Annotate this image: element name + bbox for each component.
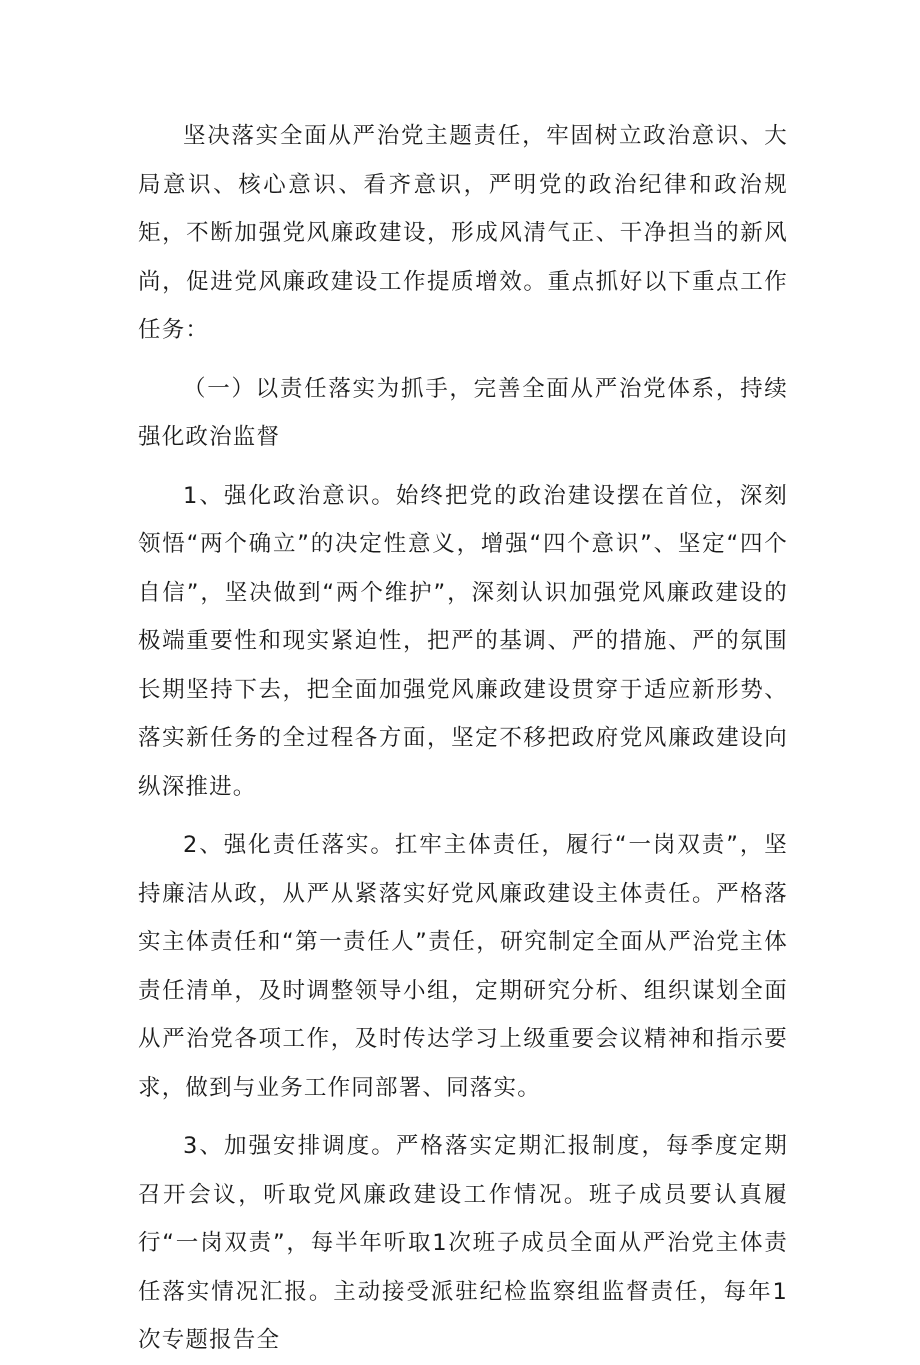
intro-paragraph: 坚决落实全面从严治党主题责任，牢固树立政治意识、大局意识、核心意识、看齐意识，严明党的政治纪律和政治规矩，不断加强党风廉政建设，形成风清气正、干净担当的新风尚，促进党风廉政建设工作提质增效。重点抓好以下重点工作任务： — [138, 123, 788, 343]
item-paragraph-2: 2、强化责任落实。扛牢主体责任，履行“一岗双责”，坚持廉洁从政，从严从紧落实好党风廉政建设主体责任。严格落实主体责任和“第一责任人”责任，研究制定全面从严治党主体责任清单，及时调整领导小组，定期研究分析、组织谋划全面从严治党各项工作，及时传达学习上级重要会议精神和指示要求，做到与业务工作同部署、同落实。 — [138, 832, 788, 1101]
item-paragraph-1: 1、强化政治意识。始终把党的政治建设摆在首位，深刻领悟“两个确立”的决定性意义，增强“四个意识”、坚定“四个自信”，坚决做到“两个维护”，深刻认识加强党风廉政建设的极端重要性和现实紧迫性，把严的基调、严的措施、严的氛围长期坚持下去，把全面加强党风廉政建设贯穿于适应新形势、落实新任务的全过程各方面，坚定不移把政府党风廉政建设向纵深推进。 — [138, 482, 788, 800]
section-heading: （一）以责任落实为抓手，完善全面从严治党体系，持续强化政治监督 — [138, 375, 788, 450]
document-body — [138, 112, 788, 1365]
item-paragraph-3: 3、加强安排调度。严格落实定期汇报制度，每季度定期召开会议，听取党风廉政建设工作情况。班子成员要认真履行“一岗双责”，每半年听取1次班子成员全面从严治党主体责任落实情况汇报。主动接受派驻纪检监察组监督责任，每年1次专题报告全 — [138, 1133, 788, 1353]
